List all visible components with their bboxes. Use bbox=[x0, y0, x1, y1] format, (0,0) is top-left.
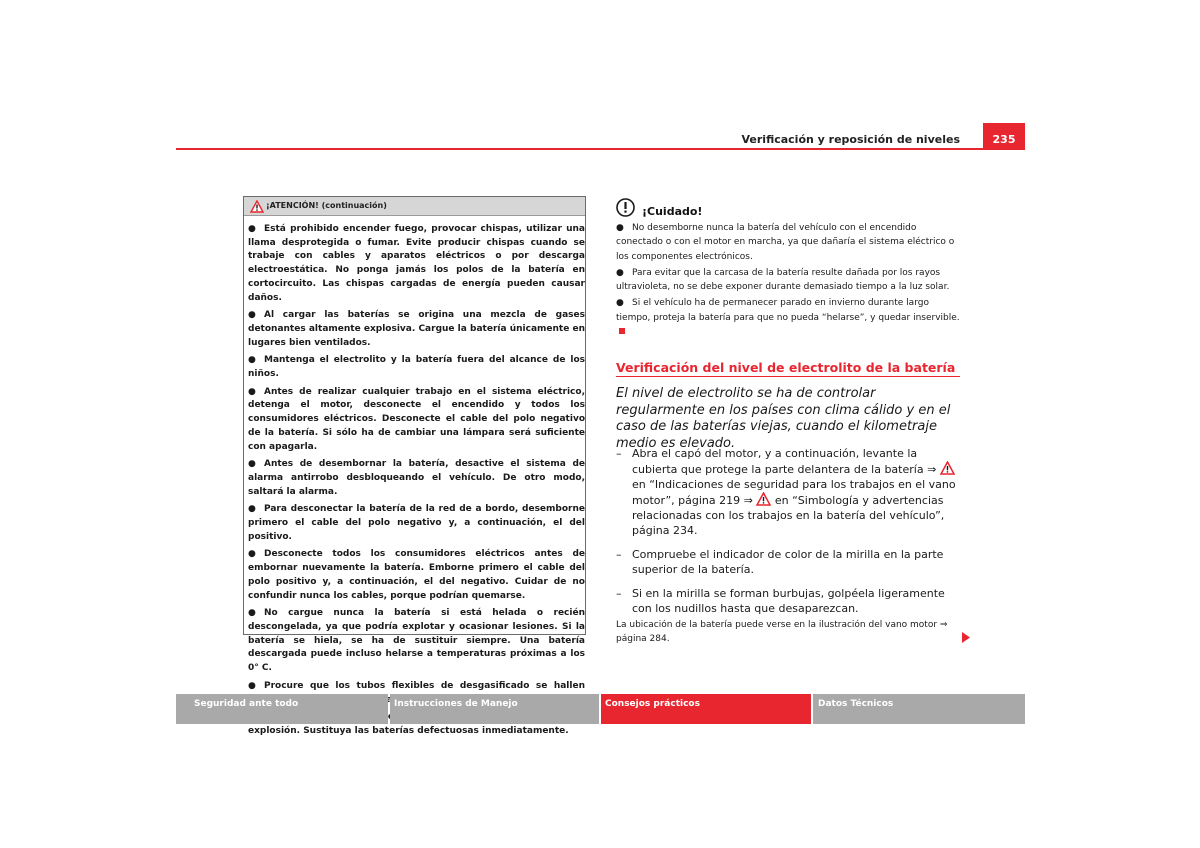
warning-item: ● Procure que los tubos flexibles de desgasificado se hallen bbox=[248, 680, 585, 691]
warning-box-header bbox=[244, 197, 585, 216]
section-rule bbox=[616, 376, 960, 377]
warning-item: ● Desconecte todos los consumidores eléctricos antes de embornar nuevamente la batería. Emborne primero el cable del polo positivo y, a continuación, el del negativo. Cuidar de no confundir nunca los cables, porque podrían quemarse. bbox=[248, 549, 585, 601]
warning-item: ● Al cargar las baterías se origina una mezcla de gases detonantes altamente explosiva. Cargue la batería únicamente en lugares bien ventilados. bbox=[248, 310, 585, 348]
warning-item: ● No cargue nunca la batería si está helada o recién descongelada, ya que podría explotar y ocasionar lesiones. Si la batería se hiela, se ha de sustituir siempre. Una batería descargada puede incluso helarse a temperaturas próximas a los 0° C. bbox=[248, 608, 585, 674]
page-number: 235 bbox=[983, 123, 1025, 149]
warning-item: ● Para desconectar la batería de la red de a bordo, desemborne primero el cable del polo negativo y, a continuación, el del positivo. bbox=[248, 504, 585, 542]
end-marker-icon bbox=[619, 328, 625, 334]
warning-triangle-icon bbox=[756, 492, 771, 506]
tab-seguridad[interactable]: Seguridad ante todo bbox=[176, 694, 388, 724]
warning-item: ● Está prohibido encender fuego, provocar chispas, utilizar una llama desprotegida o fumar. Evite producir chispas cuando se trabaje con cables y aparatos eléctricos o por descarga electroestática. No ponga jamás los polos de la batería en cortocircuito. Las chispas cargadas de energía pueden causar daños. bbox=[248, 224, 585, 303]
tab-datos[interactable]: Datos Técnicos bbox=[813, 694, 1025, 724]
warning-triangle-icon bbox=[250, 200, 264, 213]
location-note: La ubicación de la batería puede verse en la ilustración del vano motor ⇒ página 284. bbox=[616, 620, 948, 644]
warning-item: se explosión. Sustituya las baterías defectuosas inmediatamente. bbox=[248, 712, 569, 736]
section-title: Verificación del nivel de electrolito de la batería bbox=[616, 360, 956, 375]
section-intro: El nivel de electrolito se ha de controlar regularmente en los países con clima cálido y en el caso de las baterías viejas, cuando el kilometraje medio es elevado. bbox=[616, 386, 951, 451]
exclamation-circle-icon bbox=[616, 198, 635, 217]
tab-instrucciones[interactable]: Instrucciones de Manejo bbox=[390, 694, 599, 724]
steps-list bbox=[616, 446, 961, 625]
chapter-title: Verificación y reposición de niveles bbox=[741, 133, 960, 146]
caution-item: ● No desemborne nunca la batería del vehículo con el encendido conectado o con el motor en marcha, ya que dañaría el sistema eléctrico o los componentes electrónicos. bbox=[616, 223, 955, 262]
warning-title: ¡ATENCIÓN! (continuación) bbox=[266, 201, 387, 210]
step-item: – Si en la mirilla se forman burbujas, golpéela ligeramente con los nudillos hasta que desaparezcan. bbox=[616, 587, 945, 615]
step-item: – Compruebe el indicador de color de la mirilla en la parte superior de la batería. bbox=[616, 548, 944, 576]
warning-item: ● Antes de desembornar la batería, desactive el sistema de alarma antirrobo desbloqueando el vehículo. De otro modo, saltará la alarma. bbox=[248, 459, 585, 497]
caution-title: ¡Cuidado! bbox=[642, 205, 703, 218]
next-page-arrow-icon[interactable] bbox=[962, 632, 970, 643]
caution-list bbox=[616, 221, 961, 341]
header-rule bbox=[176, 148, 1025, 150]
warning-triangle-icon bbox=[940, 461, 955, 475]
caution-item: ● Para evitar que la carcasa de la batería resulte dañada por los rayos ultravioleta, no se debe exponer durante demasiado tiempo a la luz solar. bbox=[616, 267, 950, 293]
tab-consejos[interactable]: Consejos prácticos bbox=[601, 694, 811, 724]
caution-item: ● Si el vehículo ha de permanecer parado en invierno durante largo tiempo, proteja la batería para que no pueda “helarse”, y quedar inservible. bbox=[616, 296, 961, 339]
warning-list bbox=[248, 223, 585, 743]
warning-item: ● Mantenga el electrolito y la batería fuera del alcance de los niños. bbox=[248, 355, 585, 380]
step-item: – Abra el capó del motor, y a continuación, levante la cubierta que protege la parte delantera de la batería ⇒ en “Indicaciones de seguridad para los trabajos en el vano motor”, página 219 ⇒ en “Simbología y advertencias relacionadas con los trabajos en la batería del vehículo”, página 234. bbox=[616, 447, 956, 537]
warning-item: ● Antes de realizar cualquier trabajo en el sistema eléctrico, detenga el motor, desconecte el encendido y todos los consumidores eléctricos. Desconecte el cable del polo negativo de la batería. Si sólo ha de cambiar una lámpara será suficiente con apagarla. bbox=[248, 386, 585, 452]
